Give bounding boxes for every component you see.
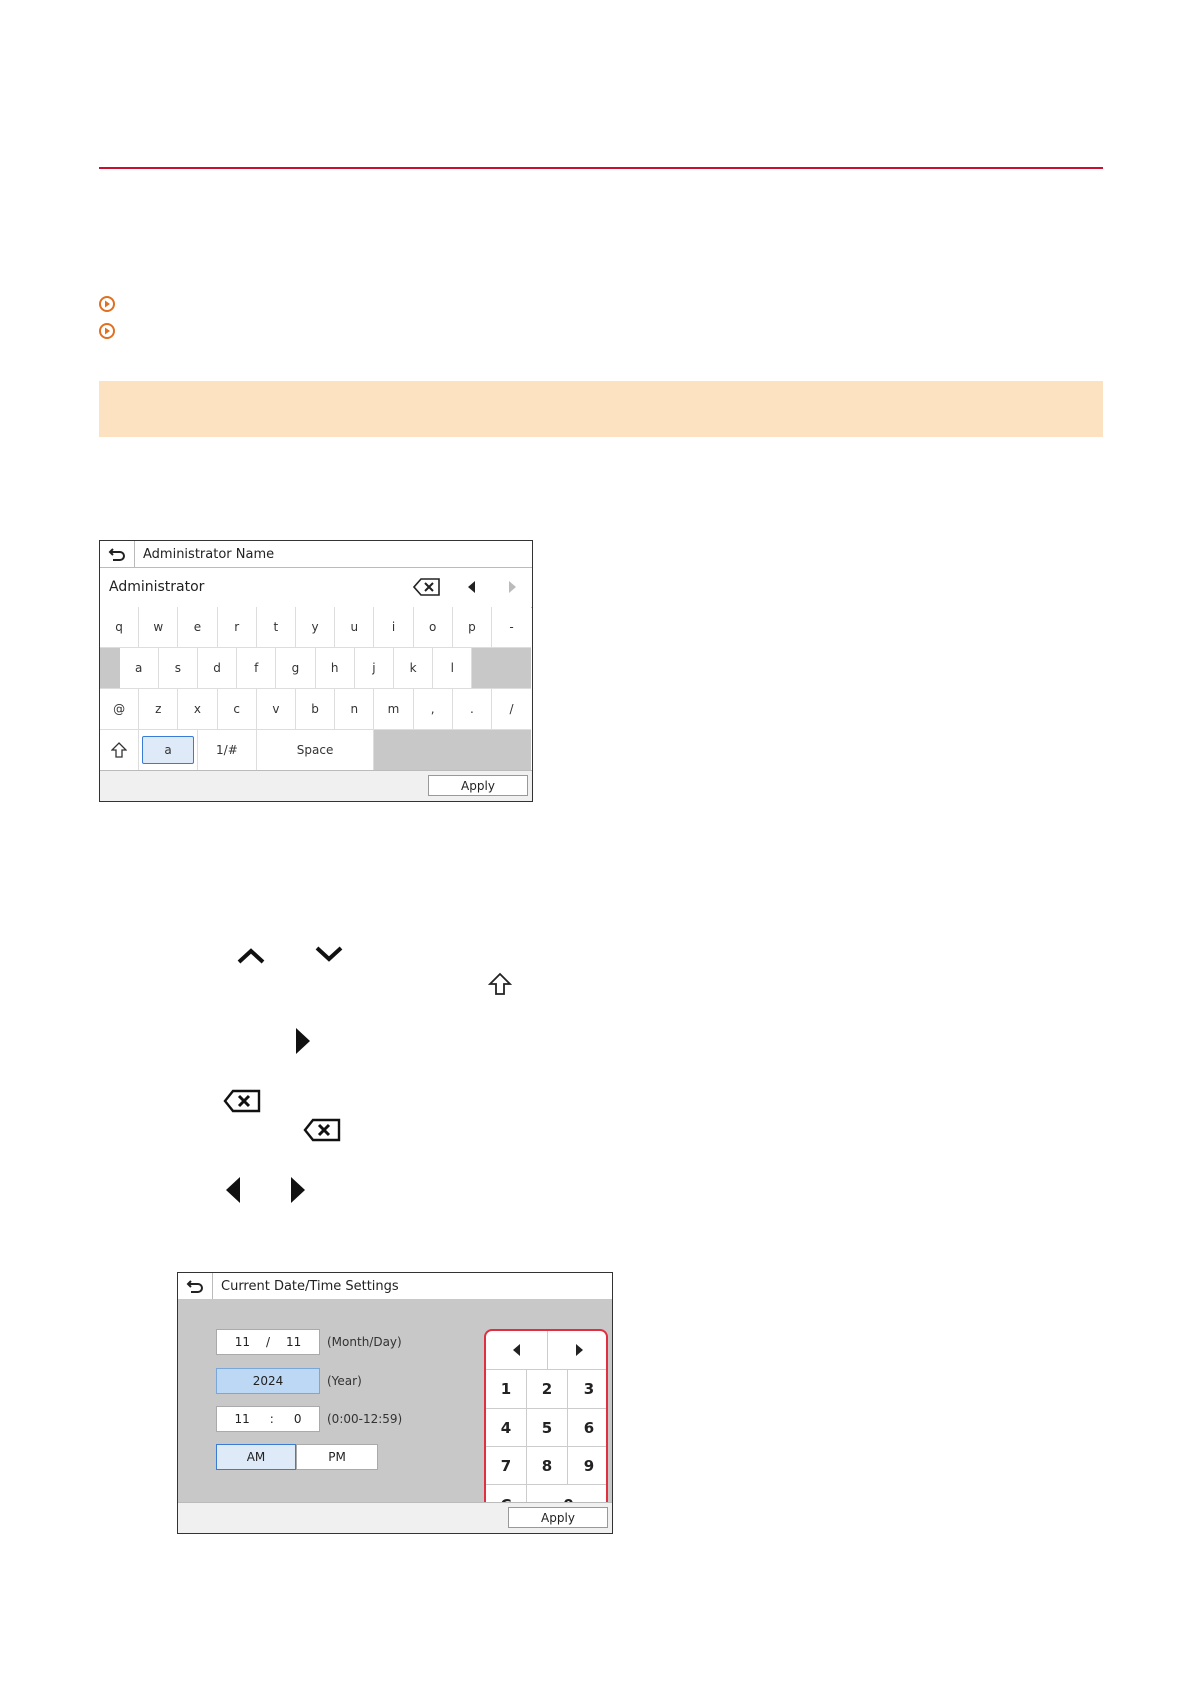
key-spacer [100, 648, 120, 688]
key[interactable]: b [296, 689, 335, 729]
keypad-right-icon[interactable] [548, 1331, 608, 1370]
key[interactable]: z [139, 689, 178, 729]
keyboard-screen [99, 540, 533, 802]
key[interactable]: h [316, 648, 355, 688]
keypad-key[interactable]: 5 [527, 1409, 568, 1447]
month-day-field[interactable] [216, 1329, 320, 1355]
key[interactable]: g [276, 648, 315, 688]
key[interactable]: t [257, 607, 296, 647]
key[interactable]: m [374, 689, 413, 729]
am-button[interactable]: AM [216, 1444, 296, 1470]
key[interactable]: p [453, 607, 492, 647]
datetime-screen [177, 1272, 613, 1534]
keypad-key[interactable]: 8 [527, 1447, 568, 1485]
keypad-key[interactable]: 9 [568, 1447, 608, 1485]
keypad-key[interactable]: 1 [486, 1370, 527, 1409]
key[interactable]: q [100, 607, 139, 647]
text-input-row [100, 567, 532, 608]
year-field[interactable]: 2024 [216, 1368, 320, 1394]
key[interactable]: / [492, 689, 531, 729]
space-key[interactable]: Space [257, 730, 375, 770]
key[interactable]: j [355, 648, 394, 688]
day-value: 11 [286, 1335, 302, 1349]
year-label: (Year) [327, 1374, 362, 1388]
time-field[interactable] [216, 1406, 320, 1432]
apply-button[interactable]: Apply [428, 775, 528, 796]
key[interactable]: i [374, 607, 413, 647]
key[interactable]: x [178, 689, 217, 729]
chevron-up-icon [235, 946, 267, 966]
keypad-key[interactable]: 4 [486, 1409, 527, 1447]
screen-footer [100, 770, 532, 801]
time-range-label: (0:00-12:59) [327, 1412, 403, 1426]
backspace-icon[interactable] [402, 578, 452, 596]
backspace-icon [222, 1088, 262, 1114]
key[interactable]: y [296, 607, 335, 647]
key[interactable]: f [237, 648, 276, 688]
link-bullet-icon[interactable] [99, 323, 115, 339]
key[interactable]: n [335, 689, 374, 729]
key[interactable]: d [198, 648, 237, 688]
key-row-3 [100, 689, 531, 730]
keypad-key[interactable]: 3 [568, 1370, 608, 1409]
month-day-label: (Month/Day) [327, 1335, 402, 1349]
key[interactable]: r [218, 607, 257, 647]
key[interactable]: - [492, 607, 531, 647]
keypad-left-icon[interactable] [486, 1331, 548, 1370]
screen-footer [178, 1502, 612, 1533]
chevron-down-icon [313, 944, 345, 964]
date-separator: / [265, 1335, 271, 1349]
shift-icon[interactable] [100, 730, 139, 770]
shift-icon [487, 971, 513, 997]
mode-key-label: a [142, 736, 194, 764]
key[interactable]: e [178, 607, 217, 647]
key-row-1 [100, 607, 531, 648]
key[interactable]: w [139, 607, 178, 647]
key-row-4 [100, 730, 531, 770]
back-icon[interactable] [178, 1273, 213, 1299]
settings-body [178, 1299, 612, 1503]
keypad-key[interactable]: 2 [527, 1370, 568, 1409]
caret-left-icon [223, 1175, 243, 1205]
key-row-2 [100, 648, 531, 689]
backspace-icon [302, 1117, 342, 1143]
cursor-right-icon[interactable] [492, 581, 532, 593]
key-spacer [374, 730, 531, 770]
key[interactable]: . [453, 689, 492, 729]
key[interactable]: o [414, 607, 453, 647]
apply-button[interactable]: Apply [508, 1507, 608, 1528]
keyboard-keys [100, 607, 531, 770]
key[interactable]: k [394, 648, 433, 688]
back-icon[interactable] [100, 541, 135, 567]
screen-title: Administrator Name [143, 546, 275, 562]
time-separator: : [269, 1412, 274, 1426]
month-value: 11 [234, 1335, 250, 1349]
numeric-keypad [484, 1329, 608, 1525]
key[interactable]: l [433, 648, 472, 688]
mode-key[interactable] [139, 730, 198, 770]
hour-value: 11 [234, 1412, 250, 1426]
minute-value: 0 [293, 1412, 302, 1426]
pm-button[interactable]: PM [296, 1444, 378, 1470]
header-rule [99, 167, 1103, 169]
screen-title-bar [178, 1273, 612, 1300]
key-spacer [472, 648, 531, 688]
keypad-key[interactable]: 6 [568, 1409, 608, 1447]
caret-right-icon [293, 1026, 313, 1056]
screen-title: Current Date/Time Settings [221, 1278, 399, 1294]
link-bullet-icon[interactable] [99, 296, 115, 312]
text-input[interactable]: Administrator [109, 579, 205, 595]
section-heading-band [99, 381, 1103, 437]
screen-title-bar [100, 541, 532, 568]
key[interactable]: v [257, 689, 296, 729]
key[interactable]: c [218, 689, 257, 729]
keypad-key[interactable]: 7 [486, 1447, 527, 1485]
key[interactable]: s [159, 648, 198, 688]
key[interactable]: u [335, 607, 374, 647]
caret-right-icon [288, 1175, 308, 1205]
key[interactable]: @ [100, 689, 139, 729]
symbols-key[interactable]: 1/# [198, 730, 257, 770]
key[interactable]: , [414, 689, 453, 729]
key[interactable]: a [120, 648, 159, 688]
cursor-left-icon[interactable] [452, 581, 492, 593]
